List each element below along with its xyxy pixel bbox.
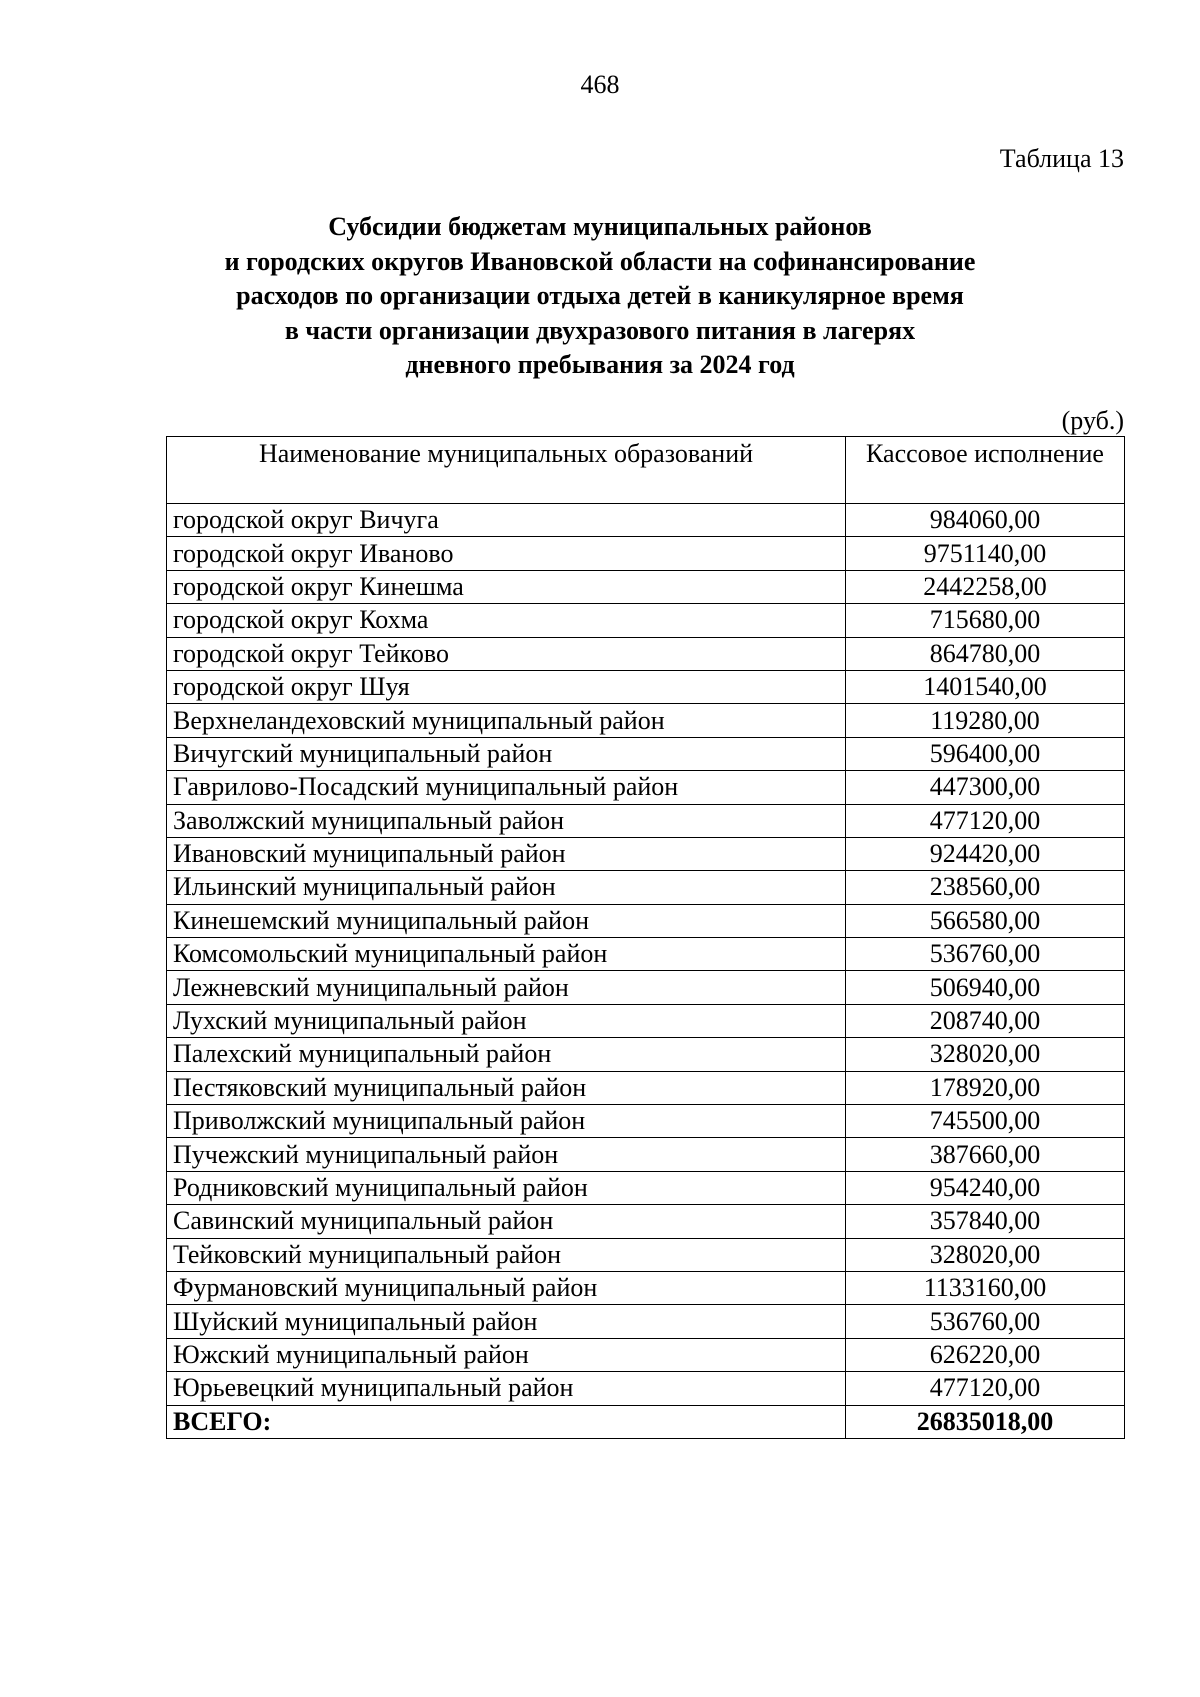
table-row	[167, 871, 1125, 904]
table-row	[167, 670, 1125, 703]
table-row	[167, 771, 1125, 804]
table-body	[167, 504, 1125, 1439]
table-row	[167, 737, 1125, 770]
municipality-name: городской округ Тейково	[167, 637, 846, 670]
cash-execution-value: 357840,00	[846, 1205, 1125, 1238]
table-row	[167, 804, 1125, 837]
page-number: 468	[580, 70, 620, 99]
cash-execution-value: 745500,00	[846, 1105, 1125, 1138]
table-header-row	[167, 437, 1125, 504]
cash-execution-value: 1401540,00	[846, 670, 1125, 703]
table-row	[167, 1205, 1125, 1238]
cash-execution-value: 447300,00	[846, 771, 1125, 804]
table-row	[167, 1372, 1125, 1405]
table-row	[167, 1171, 1125, 1204]
table-row	[167, 971, 1125, 1004]
cash-execution-value: 626220,00	[846, 1338, 1125, 1371]
table-row	[167, 637, 1125, 670]
municipality-name: Приволжский муниципальный район	[167, 1105, 846, 1138]
total-value: 26835018,00	[846, 1405, 1125, 1438]
total-label: ВСЕГО:	[167, 1405, 846, 1438]
municipality-name: городской округ Кохма	[167, 604, 846, 637]
municipality-name: Пестяковский муниципальный район	[167, 1071, 846, 1104]
cash-execution-value: 984060,00	[846, 504, 1125, 537]
cash-execution-value: 9751140,00	[846, 537, 1125, 570]
header-name: Наименование муниципальных образований	[167, 437, 846, 504]
cash-execution-value: 954240,00	[846, 1171, 1125, 1204]
municipality-name: Тейковский муниципальный район	[167, 1238, 846, 1271]
cash-execution-value: 2442258,00	[846, 570, 1125, 603]
cash-execution-value: 715680,00	[846, 604, 1125, 637]
table-row	[167, 1138, 1125, 1171]
cash-execution-value: 566580,00	[846, 904, 1125, 937]
total-row	[167, 1405, 1125, 1438]
municipality-name: городской округ Кинешма	[167, 570, 846, 603]
cash-execution-value: 208740,00	[846, 1004, 1125, 1037]
title-line: и городских округов Ивановской области на софинансирование	[224, 246, 976, 276]
municipality-name: городской округ Шуя	[167, 670, 846, 703]
title-line: дневного пребывания за 2024 год	[405, 350, 795, 379]
cash-execution-value: 119280,00	[846, 704, 1125, 737]
municipality-name: Южский муниципальный район	[167, 1338, 846, 1371]
cash-execution-value: 178920,00	[846, 1071, 1125, 1104]
title-line: расходов по организации отдыха детей в каникулярное время	[236, 281, 964, 310]
municipality-name: Вичугский муниципальный район	[167, 737, 846, 770]
table-row	[167, 904, 1125, 937]
municipality-name: Комсомольский муниципальный район	[167, 938, 846, 971]
table-row	[167, 704, 1125, 737]
table-row	[167, 1271, 1125, 1304]
municipality-name: Фурмановский муниципальный район	[167, 1271, 846, 1304]
municipality-name: Ивановский муниципальный район	[167, 837, 846, 870]
cash-execution-value: 387660,00	[846, 1138, 1125, 1171]
table-row	[167, 1004, 1125, 1037]
municipality-name: Кинешемский муниципальный район	[167, 904, 846, 937]
municipality-name: Верхнеландеховский муниципальный район	[167, 704, 846, 737]
municipality-name: Шуйский муниципальный район	[167, 1305, 846, 1338]
cash-execution-value: 864780,00	[846, 637, 1125, 670]
cash-execution-value: 1133160,00	[846, 1271, 1125, 1304]
cash-execution-value: 328020,00	[846, 1238, 1125, 1271]
header-value: Кассовое исполнение	[846, 437, 1125, 504]
municipality-name: городской округ Иваново	[167, 537, 846, 570]
table-row	[167, 504, 1125, 537]
subsidies-table	[166, 436, 1125, 1439]
cash-execution-value: 536760,00	[846, 938, 1125, 971]
municipality-name: Лежневский муниципальный район	[167, 971, 846, 1004]
municipality-name: Ильинский муниципальный район	[167, 871, 846, 904]
table-row	[167, 570, 1125, 603]
cash-execution-value: 477120,00	[846, 1372, 1125, 1405]
municipality-name: Заволжский муниципальный район	[167, 804, 846, 837]
municipality-name: Палехский муниципальный район	[167, 1038, 846, 1071]
cash-execution-value: 328020,00	[846, 1038, 1125, 1071]
table-row	[167, 1105, 1125, 1138]
table-row	[167, 1038, 1125, 1071]
currency-unit: (руб.)	[1061, 406, 1124, 435]
municipality-name: Родниковский муниципальный район	[167, 1171, 846, 1204]
table-label: Таблица 13	[999, 144, 1124, 173]
cash-execution-value: 536760,00	[846, 1305, 1125, 1338]
municipality-name: Юрьевецкий муниципальный район	[167, 1372, 846, 1405]
table-row	[167, 537, 1125, 570]
municipality-name: Лухский муниципальный район	[167, 1004, 846, 1037]
table-row	[167, 1338, 1125, 1371]
municipality-name: Гаврилово-Посадский муниципальный район	[167, 771, 846, 804]
cash-execution-value: 477120,00	[846, 804, 1125, 837]
title-line: Субсидии бюджетам муниципальных районов	[328, 212, 872, 241]
cash-execution-value: 596400,00	[846, 737, 1125, 770]
title-line: в части организации двухразового питания в лагерях	[284, 315, 916, 345]
table-row	[167, 837, 1125, 870]
table-row	[167, 1238, 1125, 1271]
municipality-name: городской округ Вичуга	[167, 504, 846, 537]
municipality-name: Савинский муниципальный район	[167, 1205, 846, 1238]
cash-execution-value: 506940,00	[846, 971, 1125, 1004]
table-row	[167, 604, 1125, 637]
cash-execution-value: 238560,00	[846, 871, 1125, 904]
document-title	[150, 210, 1050, 383]
municipality-name: Пучежский муниципальный район	[167, 1138, 846, 1171]
cash-execution-value: 924420,00	[846, 837, 1125, 870]
table-row	[167, 1305, 1125, 1338]
table-row	[167, 938, 1125, 971]
table-row	[167, 1071, 1125, 1104]
